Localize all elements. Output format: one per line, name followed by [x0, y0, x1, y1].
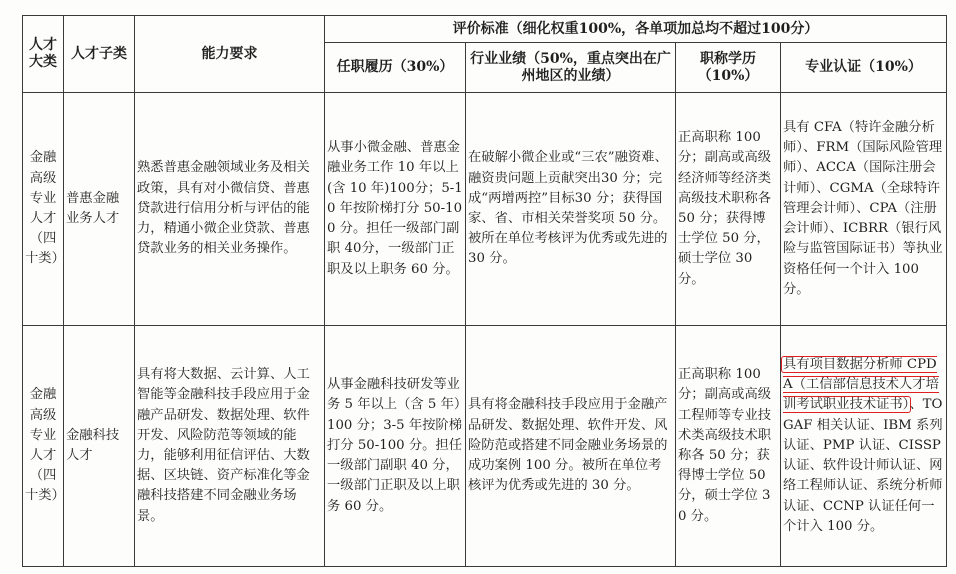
highlighted-certification: 具有项目数据分析师 CPDA（工信部信息技术人才培训考试职业技术证书） — [783, 357, 939, 413]
row-category: 金融高级专业人才（四十类） — [23, 93, 64, 326]
header-title-edu: 职称学历（10%） — [676, 43, 781, 93]
header-experience: 任职履历（30%） — [325, 43, 466, 93]
header-subcategory: 人才子类 — [64, 16, 135, 93]
header-certification: 专业认证（10%） — [781, 43, 947, 93]
header-ability: 能力要求 — [135, 16, 325, 93]
certification-rest: 、TOGAF 相关认证、IBM 系列认证、PMP 认证、CISSP 认证、软件设计师认证、网络工程师认证、系统分析师认证、CCNP 认证任何一个计入 100 分。 — [783, 397, 943, 534]
table-row — [23, 326, 947, 567]
header-category: 人才大类 — [23, 16, 64, 93]
header-performance: 行业业绩（50%，重点突出在广州地区的业绩） — [466, 43, 676, 93]
talent-evaluation-table — [22, 15, 947, 567]
header-evaluation: 评价标准（细化权重100%，各单项加总均不超过100分） — [325, 16, 947, 43]
row-title-edu: 正高职称 100 分；副高或高级工程师等专业技术类高级技术职称各 50 分；获得博士学位 50 分，硕士学位 30 分。 — [676, 326, 781, 567]
row-certification — [781, 326, 947, 567]
row-certification: 具有 CFA（特许金融分析师）、FRM（国际风险管理师）、ACCA（国际注册会计师）、CGMA（全球特许管理会计师）、CPA（注册会计师）、ICBRR（银行风险与监管国际证书）等执业资格任何一个计入 100 分。 — [781, 93, 947, 326]
row-title-edu: 正高职称 100 分；副高或高级经济师等经济类高级技术职称各 50 分；获得博士学位 50 分，硕士学位 30 分。 — [676, 93, 781, 326]
header-row-top — [23, 16, 947, 43]
row-performance: 在破解小微企业或“三农”融资难、融资贵问题上贡献突出30 分；完成“两增两控”目标30 分；获得国家、省、市相关荣誉奖项 50 分。被所在单位考核评为优秀或先进的 30 分。 — [466, 93, 676, 326]
row-category: 金融高级专业人才（四十类） — [23, 326, 64, 567]
row-ability: 熟悉普惠金融领域业务及相关政策，具有对小微信贷、普惠贷款进行信用分析与评估的能力，精通小微企业贷款、普惠贷款业务的相关业务操作。 — [135, 93, 325, 326]
row-ability: 具有将大数据、云计算、人工智能等金融科技手段应用于金融产品研发、数据处理、软件开发、风险防范等领域的能力，能够利用征信评估、大数据、区块链、资产标准化等金融科技搭建不同金融业务场景。 — [135, 326, 325, 567]
row-performance: 具有将金融科技手段应用于金融产品研发、数据处理、软件开发、风险防范或搭建不同金融业务场景的成功案例 100 分。被所在单位考核评为优秀或先进的 30 分。 — [466, 326, 676, 567]
table-row — [23, 93, 947, 326]
row-experience: 从事金融科技研发等业务 5 年以上（含 5 年）100 分；3-5 年按阶梯打分 50-100 分。担任一级部门副职 40 分，一级部门正职及以上职务 60 分。 — [325, 326, 466, 567]
row-subcategory: 普惠金融业务人才 — [64, 93, 135, 326]
row-subcategory: 金融科技人才 — [64, 326, 135, 567]
row-experience: 从事小微金融、普惠金融业务工作 10 年以上(含 10 年)100分；5-10 年按阶梯打分 50-100 分。担任一级部门副职 40分，一级部门正职及以上职务 60 分。 — [325, 93, 466, 326]
